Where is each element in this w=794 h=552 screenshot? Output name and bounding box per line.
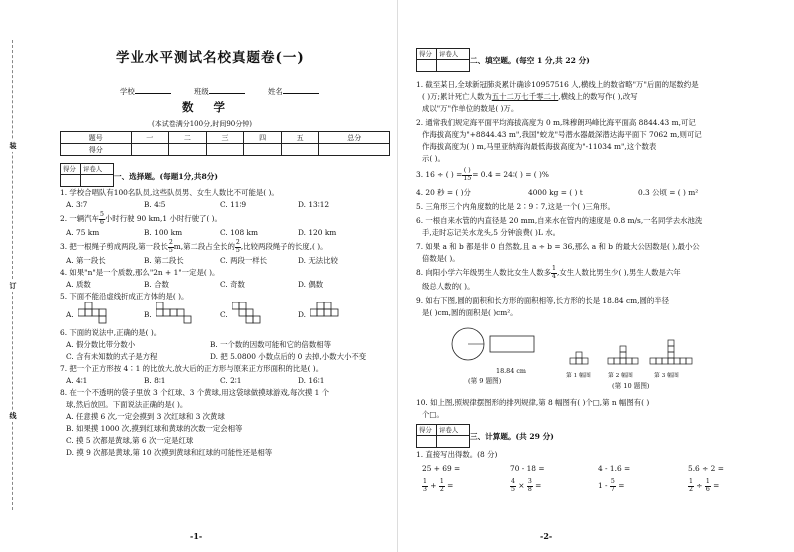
- fill-question-3: 3. 16 ÷ ( ) = $\frac{( )}{15}$ = 0.4 = 24∶( ) = ( )%: [416, 167, 549, 182]
- fill-question-9: 9. 如右下图,圆的面积和长方形的面积相等,长方形的长是 18.84 cm,圆的半径: [416, 296, 670, 305]
- binding-mark: 线: [7, 410, 19, 422]
- option: D. 13∶12: [298, 200, 330, 209]
- question-8-cont: 球,然后放回。下面说法正确的是( )。: [66, 400, 188, 409]
- name-field[interactable]: 姓名: [268, 86, 319, 96]
- calc-item: 25 + 69 =: [422, 464, 461, 473]
- fill-question-4a: 4. 20 秒 = ( )分: [416, 188, 471, 197]
- fill-question-2-cont: 作海拔高度为( ) m,马里亚纳海沟最低海拔高度为"-11034 m",这个数表: [422, 142, 657, 151]
- calc-item: $\frac{1}{3}$ + $\frac{1}{2}$ =: [423, 478, 454, 493]
- page-number: -2-: [540, 531, 553, 541]
- score-cell[interactable]: [244, 144, 282, 156]
- section-3-heading: 三、计算题。(共 29 分): [470, 432, 554, 441]
- score-header: 总分: [319, 132, 390, 144]
- option: D. 摸 9 次都是黄球,第 10 次摸到黄球和红球的可能性还是相等: [66, 448, 273, 457]
- question-3: 3. 把一根绳子剪成两段,第一段长 $\frac{2}{5}$ m,第二段占全长的 $\frac{2}{5}$ ,比较两段绳子的长度,( )。: [60, 239, 328, 254]
- fill-question-1-cont: ( )万;累计死亡人数为五十二万七千零二十,横线上的数写作( ),改写: [422, 92, 638, 101]
- option: A. 75 km: [66, 228, 100, 237]
- option: C. 2∶1: [220, 376, 242, 385]
- grader-box: 得分 评卷人: [60, 163, 114, 187]
- option: B. 100 km: [144, 228, 183, 237]
- fill-question-2-cont: 作海拔高度为"+8844.43 m",我国"蛟龙"号潜水器最深潜达海平面下 7062 m,则可记: [422, 130, 702, 139]
- fill-question-4b: 4000 kg = ( ) t: [528, 188, 583, 197]
- fill-question-2: 2. 通常我们规定海平面平均海拔高度为 0 m,珠穆朗玛峰比海平面高 8844.43 m,可记: [416, 118, 696, 127]
- page-right: [398, 0, 794, 552]
- option: D. 无法比较: [298, 256, 338, 265]
- option: B. 第二段长: [144, 256, 184, 265]
- score-header: 四: [244, 132, 282, 144]
- option: B.: [144, 310, 152, 319]
- question-1: 1. 学校合唱队有100名队员,这些队员男、女生人数比不可能是( )。: [60, 188, 279, 197]
- cube-net-d-figure: [310, 302, 360, 324]
- question-2: 2. 一辆汽车 $\frac{5}{6}$ 小时行驶 90 km,1 小时行驶了( )。: [60, 211, 222, 226]
- option: C. 含有未知数的式子是方程: [66, 352, 158, 361]
- fill-question-1: 1. 截至某日,全球新冠肺炎累计确诊10957516 人,横线上的数省略"万"后面的尾数约是: [416, 80, 699, 89]
- fill-question-10-cont: 个□。: [422, 410, 444, 419]
- option: C.: [220, 310, 228, 319]
- grader-box: 得分 评卷人: [416, 48, 470, 72]
- school-field[interactable]: 学校: [120, 86, 171, 96]
- figure-10-label: 第 3 幅图: [654, 373, 679, 379]
- binding-line: [9, 40, 17, 510]
- option: B. 一个数的因数可能和它的倍数相等: [210, 340, 331, 349]
- circle-rectangle-figure: [450, 322, 540, 368]
- figure-10-label: 第 1 幅图: [566, 373, 591, 379]
- question-4: 4. 如果"n"是一个质数,那么"2n + 1"一定是( )。: [60, 268, 220, 277]
- option: D. 把 5.0800 小数点后的 0 去掉,小数大小不变: [210, 352, 367, 361]
- figure-10-label: 第 2 幅图: [608, 373, 633, 379]
- option: A. 3∶7: [66, 200, 88, 209]
- score-cell[interactable]: [281, 144, 319, 156]
- score-cell[interactable]: [319, 144, 390, 156]
- question-7: 7. 把一个正方形按 4∶1 的比放大,放大后的正方形与原来正方形面积的比是( )。: [60, 364, 324, 373]
- score-row-label: 得分: [61, 144, 132, 156]
- score-header: 三: [206, 132, 244, 144]
- fill-question-9-cont: 是( )cm,圆的面积是( )cm²。: [422, 308, 518, 317]
- question-6: 6. 下面的说法中,正确的是( )。: [60, 328, 162, 337]
- exam-title: 学业水平测试名校真题卷(一): [116, 50, 305, 66]
- class-field[interactable]: 班级: [194, 86, 245, 96]
- calc-item: 1 - $\frac{5}{7}$ =: [598, 478, 625, 493]
- option: C. 11∶9: [220, 200, 247, 209]
- option: C. 奇数: [220, 280, 245, 289]
- score-header: 一: [131, 132, 169, 144]
- cube-net-b-figure: [156, 302, 206, 324]
- option: B. 如果摸 1000 次,摸到红球和黄球的次数一定会相等: [66, 424, 243, 433]
- question-5: 5. 下面不能沿虚线折成正方体的是( )。: [60, 292, 189, 301]
- fill-question-10: 10. 如上图,照规律摆图形的排列规律,第 8 幅图有( )个□,第 n 幅图有( ): [416, 398, 650, 407]
- option: D. 120 km: [298, 228, 337, 237]
- figure-9-length-label: 18.84 cm: [496, 367, 526, 375]
- option: B. 合数: [144, 280, 169, 289]
- score-cell[interactable]: [206, 144, 244, 156]
- option: C. 两段一样长: [220, 256, 268, 265]
- fill-question-1-cont: 成以"万"作单位的数是( )万。: [422, 104, 519, 113]
- calc-item: 5.6 ÷ 2 =: [688, 464, 724, 473]
- section-1-heading: 一、选择题。(每题1分,共8分): [114, 172, 218, 181]
- calc-question-1: 1. 直接写出得数。(8 分): [416, 450, 498, 459]
- calc-item: 4 - 1.6 =: [598, 464, 631, 473]
- binding-mark: 订: [7, 280, 19, 292]
- subject-title: 数 学: [182, 100, 234, 114]
- exam-note: (本试卷满分100分,时间90分钟): [152, 120, 252, 128]
- score-header: 二: [169, 132, 207, 144]
- cube-net-a-figure: [78, 302, 128, 324]
- calc-item: $\frac{1}{2}$ ÷ $\frac{1}{6}$ =: [689, 478, 720, 493]
- score-cell[interactable]: [131, 144, 169, 156]
- fill-question-6: 6. 一根自来水管的内直径是 20 mm,自来水在管内的速度是 0.8 m/s,一名同学去水池洗: [416, 216, 703, 225]
- figure-10-caption: (第 10 题图): [612, 382, 650, 390]
- cube-net-c-figure: [232, 302, 282, 324]
- option: D. 16∶1: [298, 376, 325, 385]
- fill-question-8: 8. 向阳小学六年级男生人数比女生人数多 $\frac{1}{4}$ ,女生人数比男生少( ),男生人数是六年: [416, 265, 681, 280]
- option: C. 摸 5 次都是黄球,第 6 次一定是红球: [66, 436, 194, 445]
- page-number: -1-: [190, 531, 203, 541]
- calc-item: 70 - 18 =: [510, 464, 545, 473]
- calc-item: $\frac{4}{5}$ × $\frac{3}{8}$ =: [511, 478, 542, 493]
- option: A. 质数: [66, 280, 91, 289]
- option: A. 4∶1: [66, 376, 88, 385]
- option: B. 4∶5: [144, 200, 166, 209]
- section-2-heading: 二、填空题。(每空 1 分,共 22 分): [470, 56, 590, 65]
- option: D.: [298, 310, 307, 319]
- score-table: [60, 131, 390, 156]
- fill-question-7: 7. 如果 a 和 b 都是非 0 自然数,且 a ÷ b = 36,那么 a 和 b 的最大公因数是( ),最小公: [416, 242, 700, 251]
- score-header: 五: [281, 132, 319, 144]
- option: A. 第一段长: [66, 256, 106, 265]
- option: C. 108 km: [220, 228, 259, 237]
- option: A.: [66, 310, 74, 319]
- grader-box: 得分 评卷人: [416, 424, 470, 448]
- option: D. 偶数: [298, 280, 324, 289]
- fill-question-8-cont: 级总人数的( )。: [422, 282, 475, 291]
- fill-question-2-cont: 示( )。: [422, 154, 445, 163]
- option: B. 8∶1: [144, 376, 166, 385]
- figure-9-caption: (第 9 题图): [468, 377, 502, 385]
- fill-question-4c: 0.3 公顷 = ( ) m²: [638, 188, 699, 197]
- question-8: 8. 在一个不透明的袋子里放 3 个红球、3 个黄球,用这袋球做摸球游戏,每次摸 1 个: [60, 388, 330, 397]
- fill-question-5: 5. 三角形三个内角度数的比是 2∶9∶7,这是一个( )三角形。: [416, 202, 615, 211]
- fill-question-7-cont: 倍数是( )。: [422, 254, 460, 263]
- binding-mark: 装: [7, 140, 19, 152]
- fill-question-6-cont: 手,走时忘记关水龙头,5 分钟浪费( )L 水。: [422, 228, 560, 237]
- score-cell[interactable]: [169, 144, 207, 156]
- square-pattern-figure: [564, 336, 704, 372]
- option: A. 假分数比带分数小: [66, 340, 136, 349]
- score-header: 题号: [61, 132, 132, 144]
- option: A. 任意摸 6 次,一定会摸到 3 次红球和 3 次黄球: [66, 412, 225, 421]
